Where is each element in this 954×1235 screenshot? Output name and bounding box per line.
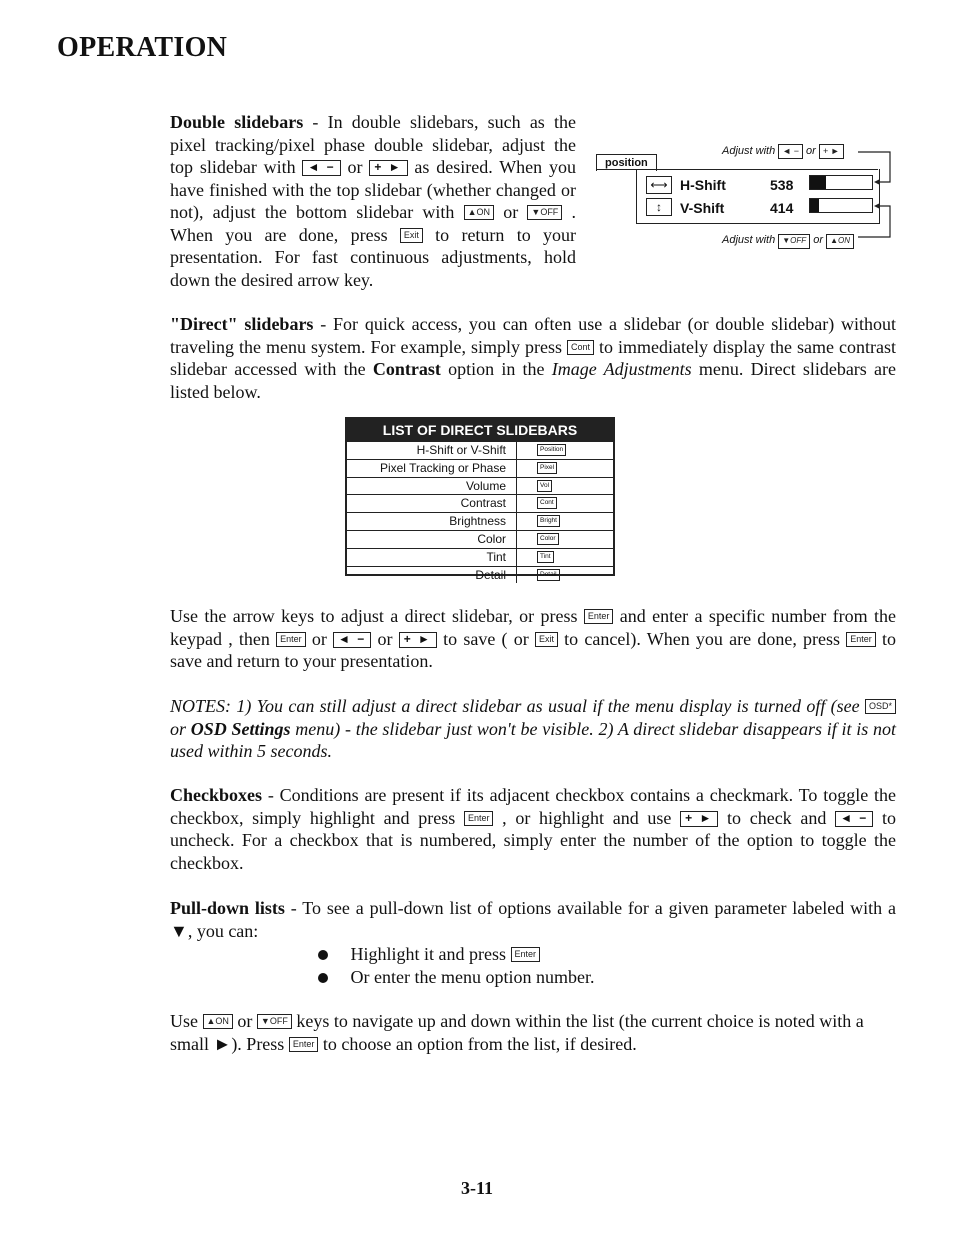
text: to save and return to your presentation. bbox=[170, 628, 896, 671]
slidebar-name: Color bbox=[477, 531, 506, 546]
left-arrow-key: ◄ − bbox=[302, 160, 340, 176]
slidebar-name: Detail bbox=[475, 567, 506, 582]
slidebar-key: Pixel bbox=[537, 462, 557, 474]
text: - For quick access, you can often use a slidebar (or double slidebar) without traveling the menu system. For example, simply press bbox=[170, 314, 896, 357]
left-arrow-key: ◄ − bbox=[835, 811, 873, 827]
table-row bbox=[347, 512, 613, 530]
enter-key: Enter bbox=[846, 632, 876, 647]
text: to cancel). When you are done, press bbox=[557, 628, 847, 649]
direct-slidebars-paragraph bbox=[170, 313, 896, 403]
menu-name: Image Adjustments bbox=[551, 359, 692, 379]
hshift-value: 538 bbox=[770, 177, 794, 193]
text: to choose an option from the list, if desired. bbox=[318, 1033, 637, 1054]
text: or bbox=[170, 718, 191, 739]
exit-key: Exit bbox=[400, 228, 423, 243]
bullet-icon bbox=[318, 973, 328, 983]
position-tab: position bbox=[596, 154, 657, 171]
table-row bbox=[347, 548, 613, 566]
table-row bbox=[347, 530, 613, 548]
table-row bbox=[347, 477, 613, 495]
column-divider bbox=[516, 460, 517, 477]
up-on-key: ▲ON bbox=[203, 1014, 233, 1029]
table-row bbox=[347, 459, 613, 477]
up-on-key: ▲ON bbox=[464, 205, 494, 220]
text: keys to navigate up and down within the list (the current choice is noted with a small ►). Press bbox=[170, 1011, 864, 1054]
text: Adjust with bbox=[722, 145, 776, 157]
enter-key: Enter bbox=[289, 1037, 319, 1052]
bullet-item bbox=[318, 943, 818, 966]
text: Adjust with bbox=[722, 234, 776, 246]
vshift-label: V-Shift bbox=[680, 200, 725, 216]
slidebar-key: Bright bbox=[537, 515, 560, 527]
column-divider bbox=[516, 495, 517, 512]
text: or bbox=[813, 234, 824, 246]
text: menu) - the slidebar just won't be visible. 2) A direct slidebar disappears if it is not used within 5 seconds. bbox=[170, 718, 896, 761]
checkboxes-paragraph bbox=[170, 784, 896, 874]
text: NOTES: 1) You can still adjust a direct slidebar as usual if the menu display is turned off (see bbox=[170, 696, 865, 716]
table-row bbox=[347, 566, 613, 584]
osd-key: OSD* bbox=[865, 699, 896, 714]
contrast-term: Contrast bbox=[372, 359, 441, 379]
left-arrow-key: ◄ − bbox=[333, 632, 371, 648]
up-on-key: ▲ON bbox=[826, 234, 854, 249]
right-arrow-key: + ► bbox=[399, 632, 437, 648]
double-slidebars-heading: Double slidebars bbox=[170, 112, 304, 132]
text: - To see a pull-down list of options available for a given parameter labeled with a ▼, you can: bbox=[170, 898, 897, 941]
pulldown-paragraph bbox=[170, 897, 896, 942]
slidebar-key: Cont bbox=[537, 497, 557, 509]
text: , or highlight and use bbox=[493, 807, 681, 828]
slidebar-key: Tint bbox=[537, 551, 554, 563]
exit-key: Exit bbox=[535, 632, 558, 647]
page-title: OPERATION bbox=[57, 32, 228, 63]
slidebar-name: Brightness bbox=[449, 514, 506, 529]
text: . When you are done, press bbox=[170, 202, 577, 245]
column-divider bbox=[516, 549, 517, 566]
slidebar-name: Tint bbox=[486, 549, 506, 564]
text: or bbox=[232, 1011, 257, 1031]
column-divider bbox=[516, 567, 517, 584]
text: Use the arrow keys to adjust a direct slidebar, or press bbox=[170, 606, 584, 626]
table-body bbox=[347, 441, 613, 583]
text: to uncheck. For a checkbox that is numbered, simply enter the number of the option to toggle the checkbox. bbox=[170, 807, 896, 873]
text: to save ( or bbox=[436, 628, 535, 649]
enter-key: Enter bbox=[276, 632, 306, 647]
column-divider bbox=[516, 513, 517, 530]
left-arrow-key: ◄ − bbox=[778, 144, 803, 159]
text: menu. Direct slidebars are listed below. bbox=[170, 359, 897, 402]
text: - In double slidebars, such as the pixel tracking/pixel phase double slidebar, adjust the top slidebar with bbox=[170, 112, 576, 177]
adjust-top-label bbox=[722, 144, 844, 159]
direct-slidebars-heading: "Direct" slidebars bbox=[170, 314, 314, 334]
text: or bbox=[494, 202, 528, 222]
slidebar-name: Pixel Tracking or Phase bbox=[379, 460, 506, 475]
table-row bbox=[347, 441, 613, 459]
slidebar-name: Volume bbox=[465, 478, 506, 493]
vertical-arrows-icon: ↕ bbox=[646, 198, 672, 216]
down-off-key: ▼OFF bbox=[527, 205, 562, 220]
text: option in the bbox=[440, 359, 552, 379]
column-divider bbox=[516, 531, 517, 548]
enter-key: Enter bbox=[464, 811, 494, 826]
table-row bbox=[347, 494, 613, 512]
enter-key: Enter bbox=[584, 609, 614, 624]
text: Use bbox=[170, 1011, 203, 1031]
hshift-slidebar-fill bbox=[810, 176, 826, 189]
vshift-value: 414 bbox=[770, 200, 794, 216]
column-divider bbox=[516, 478, 517, 495]
horizontal-arrows-icon: ⟷ bbox=[646, 176, 672, 194]
text: to return to your presentation. For fast continuous adjustments, hold down the desired arrow key. bbox=[170, 224, 576, 290]
column-divider bbox=[516, 442, 517, 459]
right-arrow-key: + ► bbox=[819, 144, 844, 159]
text: or bbox=[340, 157, 370, 177]
text: and enter a specific number from the keypad , then bbox=[170, 606, 896, 649]
slidebar-key: Position bbox=[537, 444, 566, 456]
navigate-paragraph bbox=[170, 1010, 870, 1055]
checkboxes-heading: Checkboxes bbox=[170, 785, 263, 805]
notes-paragraph bbox=[170, 695, 896, 763]
double-slidebar-diagram bbox=[594, 138, 904, 253]
hshift-label: H-Shift bbox=[680, 177, 726, 193]
slidebar-key: Color bbox=[537, 533, 559, 545]
slidebar-name: Contrast bbox=[460, 496, 506, 511]
right-arrow-key: + ► bbox=[680, 811, 718, 827]
cont-key: Cont bbox=[567, 340, 594, 355]
adjust-brackets-icon bbox=[854, 138, 904, 250]
bullet-icon bbox=[318, 950, 328, 960]
bullet-item bbox=[318, 966, 818, 989]
slidebar-key: Detail bbox=[537, 569, 560, 581]
down-off-key: ▼OFF bbox=[778, 234, 810, 249]
double-slidebars-paragraph bbox=[170, 111, 576, 291]
text: - Conditions are present if its adjacent checkbox contains a checkmark. To toggle the checkbox, simply highlight and press bbox=[170, 785, 896, 828]
text: as desired. When you have finished with the top slidebar (whether changed or not), adjust the bottom slidebar with bbox=[170, 157, 576, 222]
text: to check and bbox=[718, 807, 836, 828]
vshift-slidebar-fill bbox=[810, 199, 819, 212]
right-arrow-key: + ► bbox=[369, 160, 407, 176]
pulldown-heading: Pull-down lists bbox=[170, 898, 285, 918]
text: to immediately display the same contrast slidebar accessed with the bbox=[170, 336, 896, 379]
arrow-keys-paragraph bbox=[170, 605, 896, 673]
page-number: 3-11 bbox=[460, 1178, 493, 1198]
text: Or enter the menu option number. bbox=[350, 967, 595, 987]
table-title: LIST OF DIRECT SLIDEBARS bbox=[347, 419, 613, 441]
text: or bbox=[305, 628, 334, 649]
down-off-key: ▼OFF bbox=[257, 1014, 292, 1029]
text: or bbox=[371, 628, 399, 649]
text: or bbox=[806, 145, 816, 157]
enter-key: Enter bbox=[511, 947, 541, 962]
direct-slidebars-table bbox=[345, 417, 615, 582]
slidebar-name: H-Shift or V-Shift bbox=[416, 443, 506, 457]
osd-settings-term: OSD Settings bbox=[190, 718, 291, 739]
adjust-bottom-label bbox=[722, 234, 854, 249]
slidebar-key: Vol bbox=[537, 480, 552, 492]
text: Highlight it and press bbox=[350, 944, 511, 964]
